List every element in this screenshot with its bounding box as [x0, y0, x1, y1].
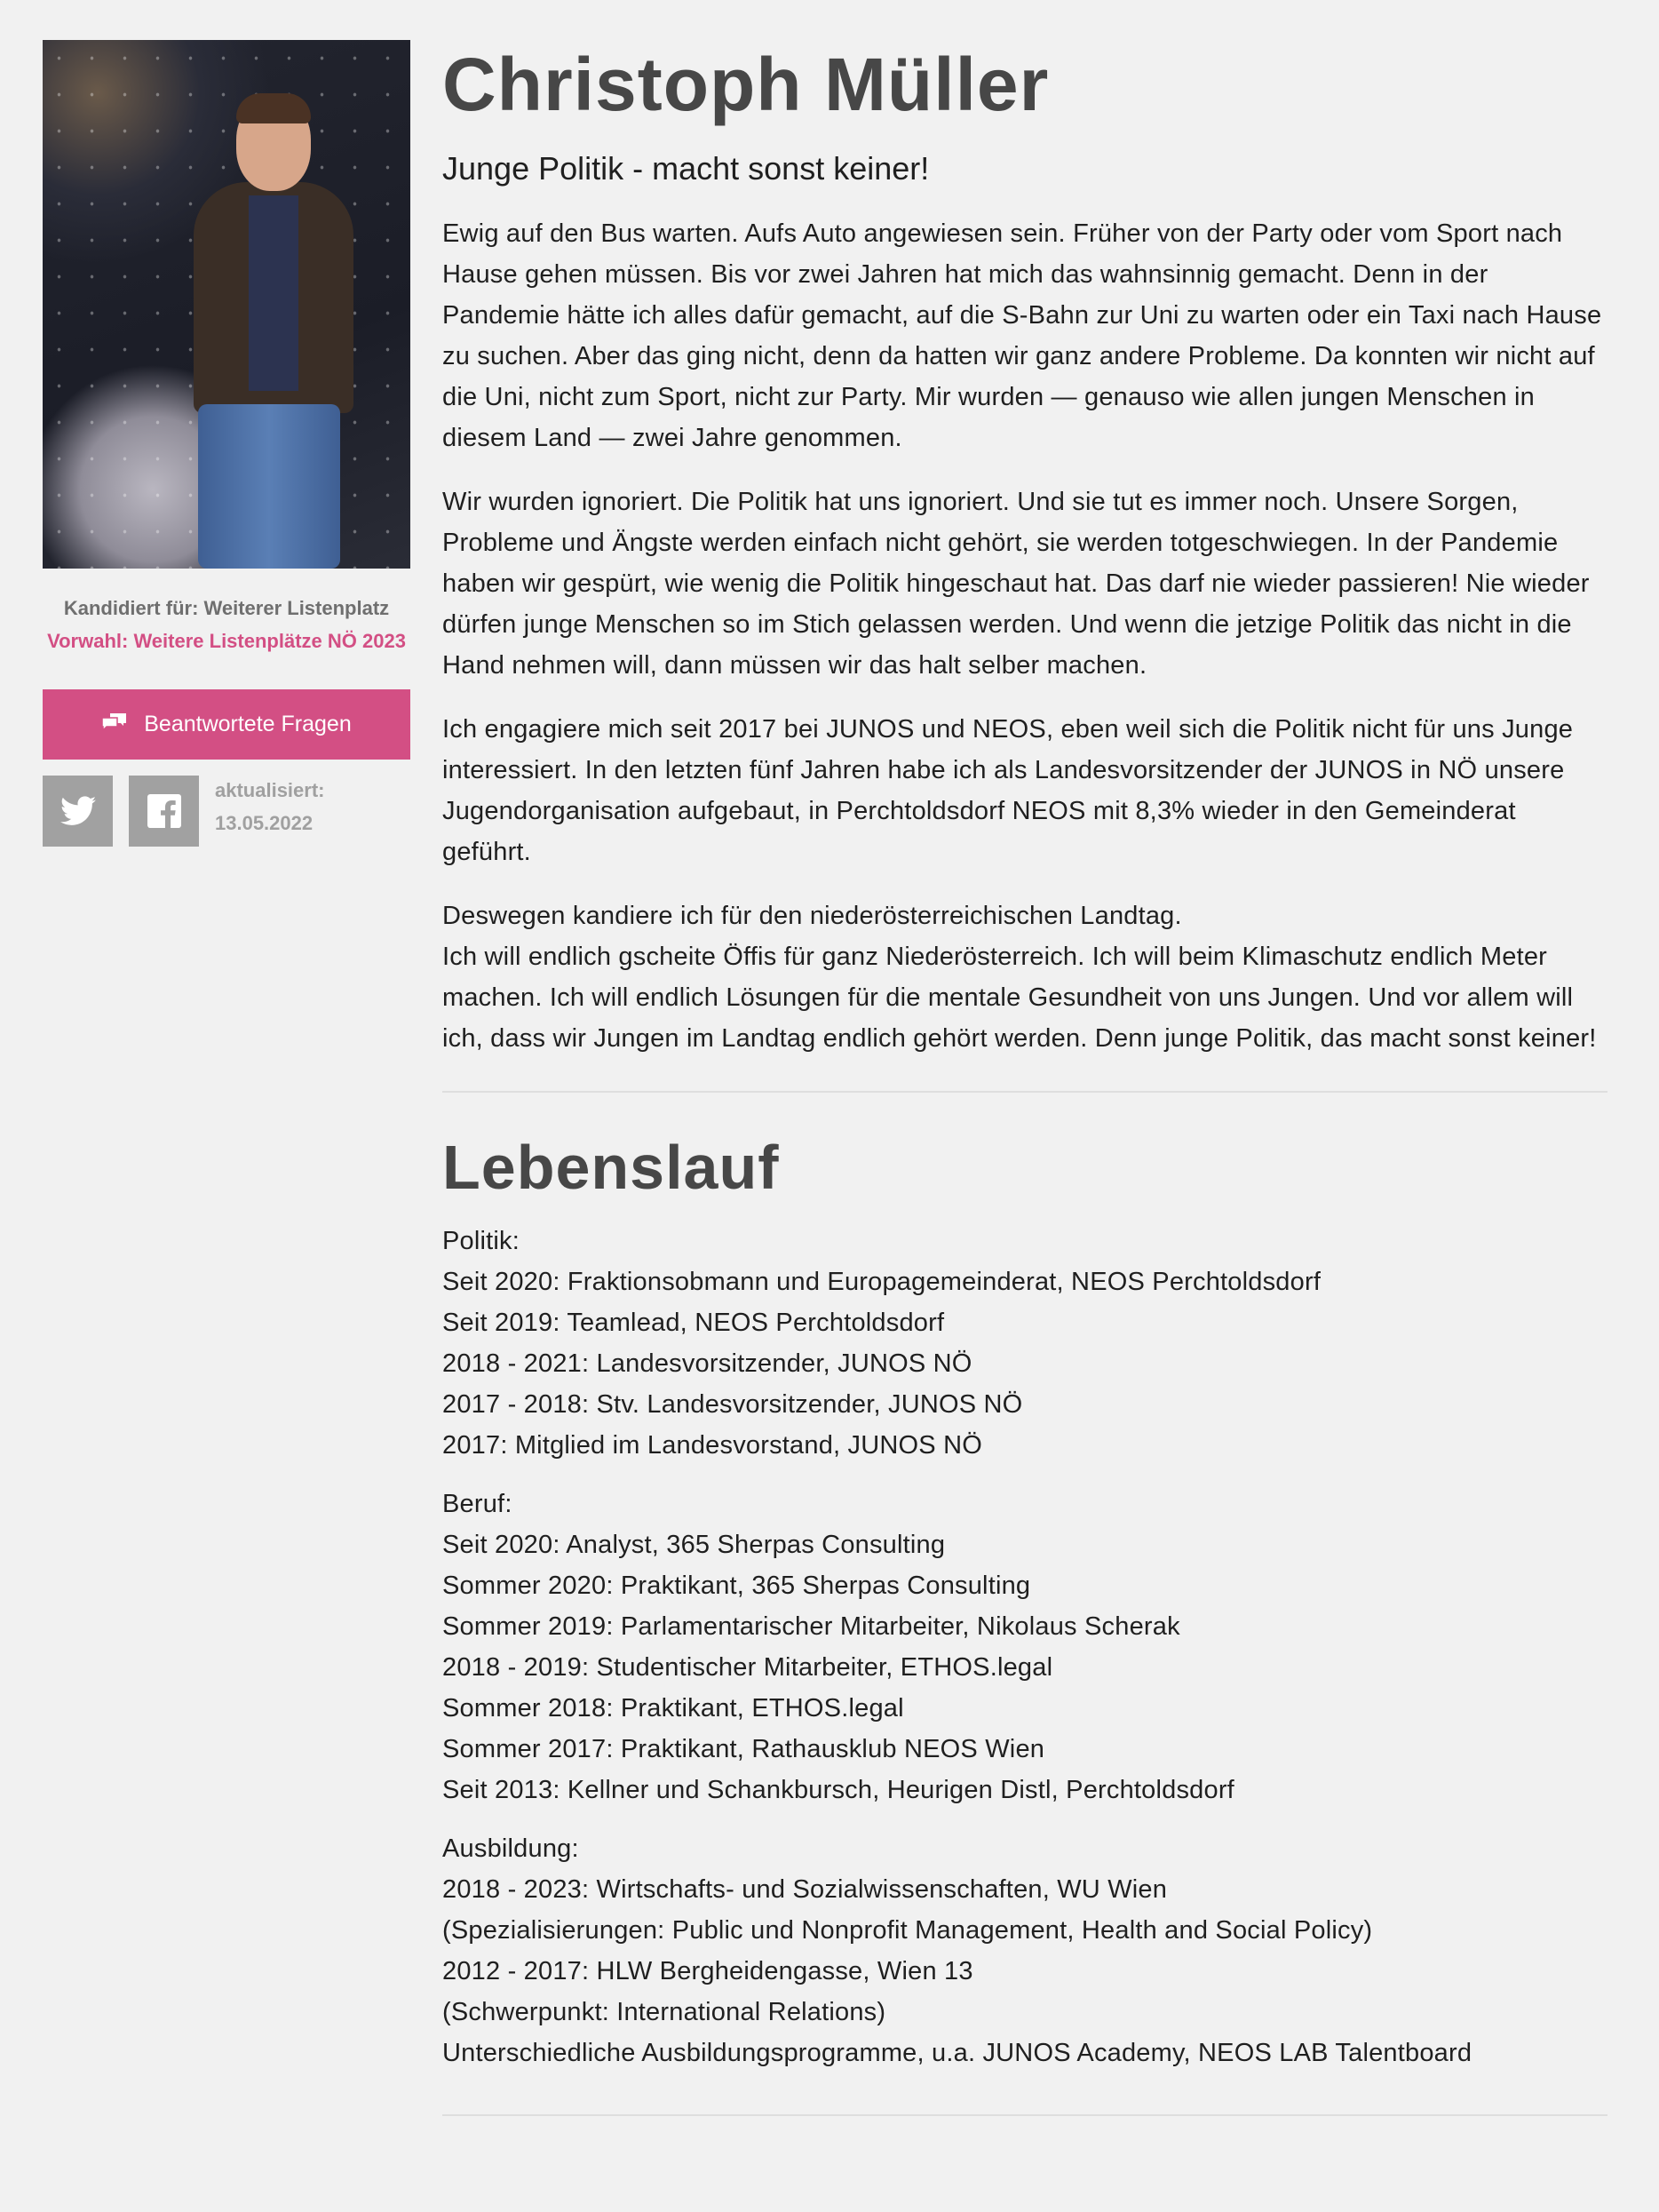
cv-group-title: Ausbildung: [442, 1834, 579, 1863]
cv-entry: 2018 - 2019: Studentischer Mitarbeiter, ETHOS.legal [442, 1653, 1053, 1682]
cv-group [442, 1484, 1607, 1810]
cv-group [442, 1221, 1607, 1466]
bio-line: Deswegen kandiere ich für den niederösterreichischen Landtag. [442, 902, 1182, 930]
cv-entry: 2012 - 2017: HLW Bergheidengasse, Wien 13 [442, 1957, 973, 1985]
twitter-share-button[interactable] [43, 776, 113, 847]
last-updated [215, 774, 325, 839]
candidate-for: Kandidiert für: Weiterer Listenplatz [63, 597, 390, 619]
cv-heading: Lebenslauf [442, 1133, 780, 1202]
chat-bubbles-icon [101, 712, 128, 737]
slogan: Junge Politik - macht sonst keiner! [442, 150, 930, 187]
cv-entry: Sommer 2017: Praktikant, Rathausklub NEOS Wien [442, 1735, 1045, 1763]
cv-group-title: Politik: [442, 1227, 520, 1255]
cv-entry: Seit 2020: Fraktionsobmann und Europagemeinderat, NEOS Perchtoldsdorf [442, 1268, 1322, 1296]
cv-entry: Sommer 2018: Praktikant, ETHOS.legal [442, 1694, 904, 1723]
cv-group-title: Beruf: [442, 1490, 512, 1518]
divider [442, 2114, 1607, 2116]
sidebar [43, 40, 410, 847]
cv-entry: 2017: Mitglied im Landesvorstand, JUNOS NÖ [442, 1431, 982, 1460]
bio-paragraph [442, 895, 1607, 1059]
cv-entry: (Spezialisierungen: Public und Nonprofit Management, Health and Social Policy) [442, 1916, 1373, 1945]
main-content [442, 36, 1607, 2116]
candidacy-info [43, 592, 410, 657]
twitter-icon [60, 796, 96, 826]
cv-group [442, 1828, 1607, 2073]
answered-questions-label: Beantwortete Fragen [144, 712, 352, 736]
bio-paragraph: Wir wurden ignoriert. Die Politik hat uns ignoriert. Und sie tut es immer noch. Unsere Sorgen, Probleme und Ängste werden einfach nicht gehört, sie werden totgeschwiegen. In der Pandemie haben wir gespürt, wie wenig die Politik hingeschaut hat. Das darf nie wieder passieren! Nie wieder dürfen junge Menschen so im Stich gelassen werden. Und wenn die jetzige Politik das nicht in die Hand nehmen will, dann müssen wir das halt selber machen. [442, 488, 1590, 680]
cv-entry: Unterschiedliche Ausbildungsprogramme, u.a. JUNOS Academy, NEOS LAB Talentboard [442, 2039, 1472, 2067]
cv-entry: Seit 2019: Teamlead, NEOS Perchtoldsdorf [442, 1309, 945, 1337]
preselection-link[interactable]: Vorwahl: Weitere Listenplätze NÖ 2023 [47, 630, 406, 652]
cv-entry: Seit 2020: Analyst, 365 Sherpas Consulting [442, 1531, 946, 1559]
bio-paragraph: Ich engagiere mich seit 2017 bei JUNOS und NEOS, eben weil sich die Politik nicht für uns Junge interessiert. In den letzten fünf Jahren habe ich als Landesvorsitzender der JUNOS in NÖ unsere Jugendorganisation aufgebaut, in Perchtoldsdorf NEOS mit 8,3% wieder in den Gemeinderat geführt. [442, 715, 1574, 866]
divider [442, 1091, 1607, 1093]
candidate-name: Christoph Müller [442, 43, 1050, 126]
cv-entry: (Schwerpunkt: International Relations) [442, 1998, 886, 2026]
updated-date: 13.05.2022 [215, 812, 314, 834]
answered-questions-button[interactable] [43, 689, 410, 760]
cv-entry: Sommer 2020: Praktikant, 365 Sherpas Consulting [442, 1571, 1031, 1600]
facebook-share-button[interactable] [129, 776, 199, 847]
cv-entry: Sommer 2019: Parlamentarischer Mitarbeiter, Nikolaus Scherak [442, 1612, 1180, 1641]
cv-entry: 2017 - 2018: Stv. Landesvorsitzender, JUNOS NÖ [442, 1390, 1023, 1419]
cv-entry: 2018 - 2021: Landesvorsitzender, JUNOS NÖ [442, 1349, 972, 1378]
cv-list [442, 1221, 1607, 2073]
bio-paragraph: Ewig auf den Bus warten. Aufs Auto angewiesen sein. Früher von der Party oder vom Sport nach Hause gehen müssen. Bis vor zwei Jahren hat mich das wahnsinnig gemacht. Denn in der Pandemie hätte ich alles dafür gemacht, auf die S-Bahn zur Uni zu warten oder ein Taxi nach Hause zu suchen. Aber das ging nicht, denn da hatten wir ganz andere Probleme. Da konnten wir nicht auf die Uni, nicht zum Sport, nicht zur Party. Mir wurden — genauso wie allen jungen Menschen in diesem Land — zwei Jahre genommen. [442, 219, 1602, 452]
bio-line: Ich will endlich gscheite Öffis für ganz Niederösterreich. Ich will beim Klimaschutz endlich Meter machen. Ich will endlich Lösungen für die mentale Gesundheit von uns Jungen. Und vor allem will ich, dass wir Jungen im Landtag endlich gehört werden. Denn junge Politik, das macht sonst keiner! [442, 943, 1597, 1053]
social-row [43, 776, 410, 847]
candidate-photo [43, 40, 410, 569]
facebook-icon [147, 794, 181, 828]
updated-label: aktualisiert: [215, 779, 325, 801]
cv-entry: Seit 2013: Kellner und Schankbursch, Heurigen Distl, Perchtoldsdorf [442, 1776, 1234, 1804]
cv-entry: 2018 - 2023: Wirtschafts- und Sozialwissenschaften, WU Wien [442, 1875, 1168, 1904]
